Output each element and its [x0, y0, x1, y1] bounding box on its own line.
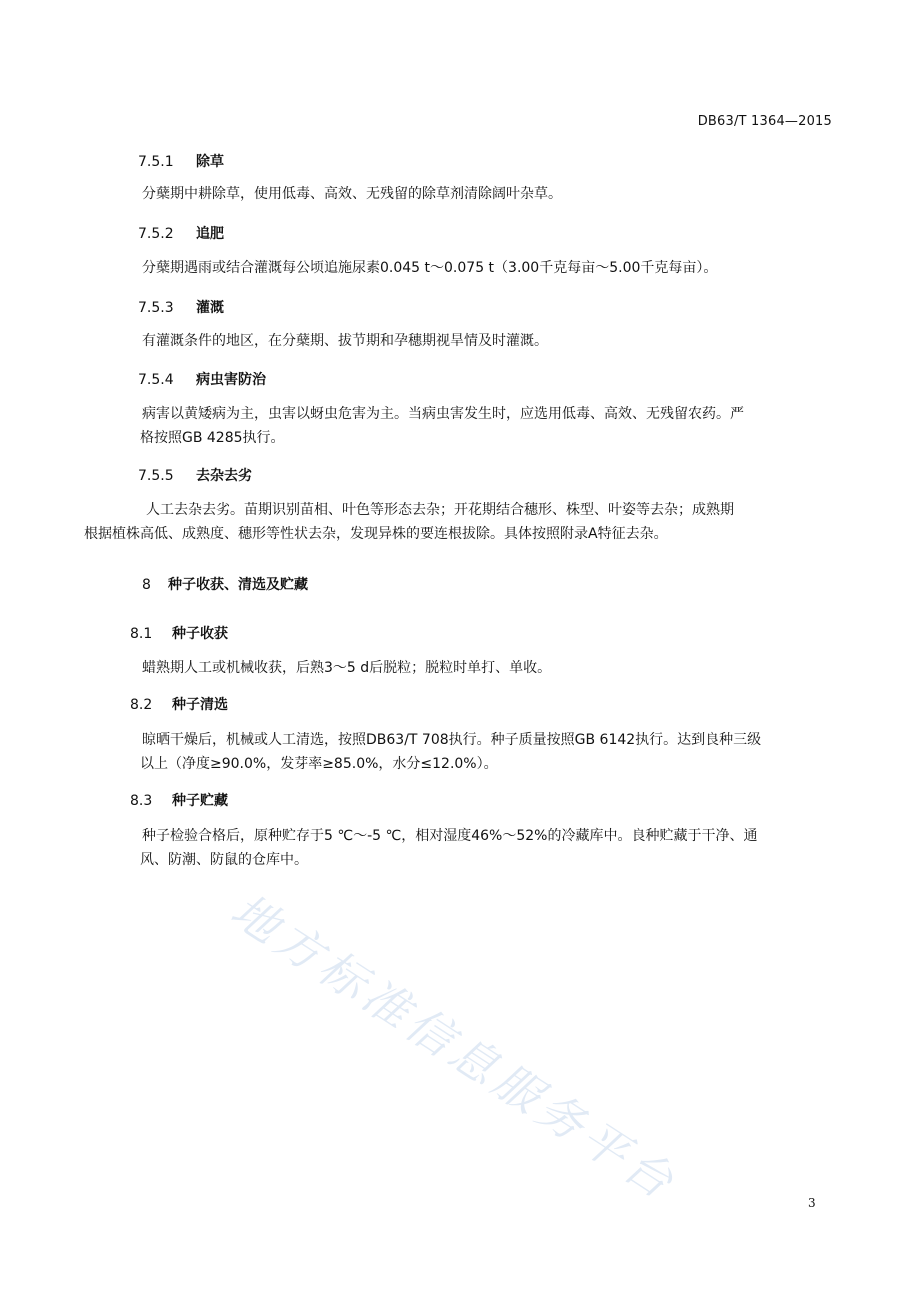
heading-8 [142, 574, 308, 594]
paragraph-7-5-5 [84, 498, 836, 546]
heading-8-1 [130, 623, 228, 643]
heading-title: 种子贮藏 [172, 793, 228, 809]
heading-title: 种子清选 [172, 697, 228, 713]
heading-number: 8.3 [130, 793, 153, 809]
paragraph-line: 种子检验合格后，原种贮存于5 ℃～-5 ℃，相对湿度46%～52%的冷藏库中。良种贮藏于干净、通 [142, 828, 758, 844]
paragraph-line: 病害以黄矮病为主，虫害以蚜虫危害为主。当病虫害发生时，应选用低毒、高效、无残留农药。严 [142, 406, 744, 422]
heading-number: 7.5.4 [138, 372, 174, 388]
paragraph-line: 分蘖期中耕除草，使用低毒、高效、无残留的除草剂清除阔叶杂草。 [142, 186, 562, 202]
heading-7-5-1 [138, 151, 224, 171]
paragraph-8-1 [142, 656, 832, 680]
heading-title: 去杂去劣 [196, 468, 252, 484]
paragraph-line: 以上（净度≥90.0%，发芽率≥85.0%，水分≤12.0%）。 [140, 756, 498, 772]
heading-title: 种子收获、清选及贮藏 [168, 577, 308, 593]
paragraph-7-5-1 [142, 182, 832, 206]
paragraph-line: 分蘖期遇雨或结合灌溉每公顷追施尿素0.045 t～0.075 t（3.00千克每亩～5.00千克每亩）。 [142, 260, 718, 276]
heading-7-5-4 [138, 369, 266, 389]
heading-number: 7.5.3 [138, 300, 174, 316]
paragraph-line: 根据植株高低、成熟度、穗形等性状去杂，发现异株的要连根拔除。具体按照附录A特征去杂。 [84, 526, 668, 542]
paragraph-line: 有灌溉条件的地区，在分蘖期、拔节期和孕穗期视旱情及时灌溉。 [142, 333, 548, 349]
paragraph-line: 蜡熟期人工或机械收获，后熟3～5 d后脱粒；脱粒时单打、单收。 [142, 660, 552, 676]
page-number: 3 [808, 1196, 816, 1210]
heading-title: 种子收获 [172, 626, 228, 642]
heading-7-5-3 [138, 297, 224, 317]
paragraph-7-5-4 [142, 402, 832, 450]
heading-number: 8.2 [130, 697, 153, 713]
heading-7-5-2 [138, 223, 224, 243]
paragraph-line: 人工去杂去劣。苗期识别苗相、叶色等形态去杂；开花期结合穗形、株型、叶姿等去杂；成熟期 [146, 502, 734, 518]
paragraph-line: 风、防潮、防鼠的仓库中。 [140, 852, 308, 868]
paragraph-line: 晾晒干燥后，机械或人工清选，按照DB63/T 708执行。种子质量按照GB 6142执行。达到良种三级 [142, 732, 762, 748]
watermark: 地方标准信息服务平台 [221, 882, 688, 1212]
heading-title: 追肥 [196, 226, 224, 242]
heading-number: 7.5.2 [138, 226, 174, 242]
paragraph-line: 格按照GB 4285执行。 [140, 430, 285, 446]
paragraph-8-3 [142, 824, 832, 872]
heading-title: 除草 [196, 154, 224, 170]
heading-8-3 [130, 790, 228, 810]
heading-title: 灌溉 [196, 300, 224, 316]
heading-8-2 [130, 694, 228, 714]
heading-number: 7.5.5 [138, 468, 174, 484]
heading-number: 7.5.1 [138, 154, 174, 170]
paragraph-7-5-2 [142, 256, 832, 280]
paragraph-8-2 [142, 728, 832, 776]
standard-code: DB63/T 1364—2015 [697, 114, 832, 129]
paragraph-7-5-3 [142, 329, 832, 353]
heading-number: 8.1 [130, 626, 153, 642]
heading-number: 8 [142, 577, 151, 593]
heading-title: 病虫害防治 [196, 372, 266, 388]
heading-7-5-5 [138, 465, 252, 485]
